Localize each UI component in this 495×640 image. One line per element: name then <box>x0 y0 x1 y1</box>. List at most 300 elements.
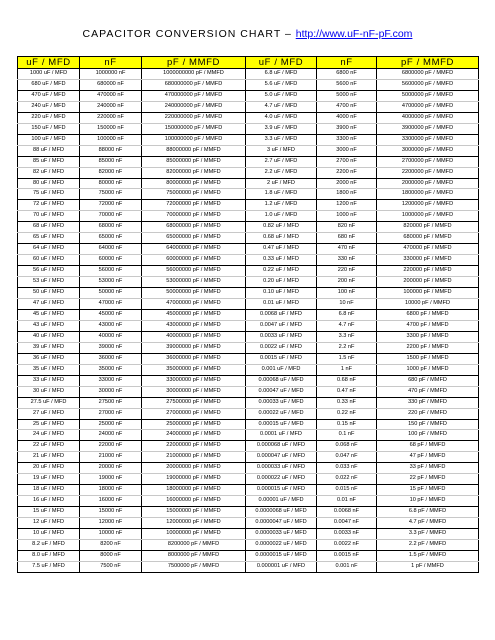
cell-nf: 43000 nF <box>80 320 142 331</box>
cell-uf: 25 uF / MFD <box>18 419 80 430</box>
cell-pf: 6.8 pF / MMFD <box>377 507 479 518</box>
cell-uf: 1000 uF / MFD <box>18 69 80 80</box>
table-row <box>18 134 479 145</box>
cell-pf: 1200000 pF / MMFD <box>377 200 479 211</box>
cell-uf: 4.7 uF / MFD <box>246 101 317 112</box>
cell-pf: 2.2 pF / MMFD <box>377 539 479 550</box>
table-row <box>18 529 479 540</box>
cell-nf: 1000000 nF <box>80 69 142 80</box>
cell-pf: 150 pF / MMFD <box>377 419 479 430</box>
cell-uf: 0.82 uF / MFD <box>246 222 317 233</box>
cell-uf: 0.0000015 uF / MFD <box>246 550 317 561</box>
column-header-nf: nF <box>80 57 142 69</box>
cell-nf: 16000 nF <box>80 496 142 507</box>
cell-pf: 3000000 pF / MMFD <box>377 145 479 156</box>
cell-uf: 0.001 uF / MFD <box>246 364 317 375</box>
cell-pf: 8200000 pF / MMFD <box>142 539 246 550</box>
cell-nf: 3300 nF <box>317 134 377 145</box>
cell-uf: 80 uF / MFD <box>18 178 80 189</box>
cell-pf: 33 pF / MMFD <box>377 463 479 474</box>
table-row <box>18 342 479 353</box>
cell-nf: 0.001 nF <box>317 561 377 572</box>
cell-uf: 72 uF / MFD <box>18 200 80 211</box>
cell-pf: 64000000 pF / MMFD <box>142 244 246 255</box>
cell-pf: 80000000 pF / MMFD <box>142 178 246 189</box>
cell-pf: 39000000 pF / MMFD <box>142 342 246 353</box>
cell-pf: 150000000 pF / MMFD <box>142 123 246 134</box>
table-row <box>18 288 479 299</box>
cell-nf: 68000 nF <box>80 222 142 233</box>
column-header-uf: uF / MFD <box>246 57 317 69</box>
table-row <box>18 430 479 441</box>
table-row <box>18 156 479 167</box>
cell-nf: 680000 nF <box>80 79 142 90</box>
cell-pf: 470 pF / MMFD <box>377 386 479 397</box>
cell-nf: 25000 nF <box>80 419 142 430</box>
cell-uf: 0.0000022 uF / MFD <box>246 539 317 550</box>
cell-pf: 240000000 pF / MMFD <box>142 101 246 112</box>
cell-pf: 4700000 pF / MMFD <box>377 101 479 112</box>
cell-uf: 0.0047 uF / MFD <box>246 320 317 331</box>
cell-nf: 40000 nF <box>80 331 142 342</box>
cell-pf: 1000000000 pF / MMFD <box>142 69 246 80</box>
cell-uf: 7.5 uF / MFD <box>18 561 80 572</box>
cell-uf: 0.000033 uF / MFD <box>246 463 317 474</box>
cell-nf: 1.5 nF <box>317 353 377 364</box>
cell-uf: 50 uF / MFD <box>18 288 80 299</box>
cell-uf: 4.0 uF / MFD <box>246 112 317 123</box>
cell-uf: 0.00068 uF / MFD <box>246 375 317 386</box>
cell-nf: 64000 nF <box>80 244 142 255</box>
cell-uf: 3 uF / MFD <box>246 145 317 156</box>
cell-uf: 0.00033 uF / MFD <box>246 397 317 408</box>
cell-pf: 3.3 pF / MMFD <box>377 529 479 540</box>
cell-uf: 1.8 uF / MFD <box>246 189 317 200</box>
table-row <box>18 550 479 561</box>
cell-uf: 150 uF / MFD <box>18 123 80 134</box>
cell-nf: 0.68 nF <box>317 375 377 386</box>
cell-uf: 3.9 uF / MFD <box>246 123 317 134</box>
cell-uf: 70 uF / MFD <box>18 211 80 222</box>
cell-pf: 470000 pF / MMFD <box>377 244 479 255</box>
table-row <box>18 167 479 178</box>
cell-nf: 6.8 nF <box>317 309 377 320</box>
cell-nf: 0.047 nF <box>317 452 377 463</box>
cell-nf: 470000 nF <box>80 90 142 101</box>
cell-nf: 12000 nF <box>80 518 142 529</box>
cell-nf: 3900 nF <box>317 123 377 134</box>
cell-pf: 56000000 pF / MMFD <box>142 266 246 277</box>
cell-uf: 2.2 uF / MFD <box>246 167 317 178</box>
cell-uf: 0.0000068 uF / MFD <box>246 507 317 518</box>
table-row <box>18 408 479 419</box>
cell-pf: 40000000 pF / MMFD <box>142 331 246 342</box>
cell-pf: 100000000 pF / MMFD <box>142 134 246 145</box>
cell-pf: 1800000 pF / MMFD <box>377 189 479 200</box>
cell-uf: 3.3 uF / MFD <box>246 134 317 145</box>
cell-nf: 1200 nF <box>317 200 377 211</box>
table-row <box>18 397 479 408</box>
cell-uf: 0.10 uF / MFD <box>246 288 317 299</box>
cell-pf: 4000000 pF / MMFD <box>377 112 479 123</box>
cell-nf: 0.0022 nF <box>317 539 377 550</box>
cell-uf: 22 uF / MFD <box>18 441 80 452</box>
cell-uf: 0.00001 uF / MFD <box>246 496 317 507</box>
cell-uf: 0.000022 uF / MFD <box>246 474 317 485</box>
cell-uf: 60 uF / MFD <box>18 255 80 266</box>
cell-uf: 20 uF / MFD <box>18 463 80 474</box>
cell-nf: 820 nF <box>317 222 377 233</box>
cell-pf: 10000 pF / MMFD <box>377 299 479 310</box>
cell-nf: 0.022 nF <box>317 474 377 485</box>
cell-pf: 33000000 pF / MMFD <box>142 375 246 386</box>
cell-uf: 0.0000033 uF / MFD <box>246 529 317 540</box>
cell-uf: 35 uF / MFD <box>18 364 80 375</box>
cell-nf: 4000 nF <box>317 112 377 123</box>
cell-uf: 16 uF / MFD <box>18 496 80 507</box>
cell-nf: 10 nF <box>317 299 377 310</box>
cell-uf: 2.7 uF / MFD <box>246 156 317 167</box>
table-row <box>18 474 479 485</box>
cell-uf: 12 uF / MFD <box>18 518 80 529</box>
cell-uf: 18 uF / MFD <box>18 485 80 496</box>
cell-pf: 65000000 pF / MMFD <box>142 233 246 244</box>
cell-nf: 0.33 nF <box>317 397 377 408</box>
cell-nf: 30000 nF <box>80 386 142 397</box>
cell-nf: 5600 nF <box>317 79 377 90</box>
cell-pf: 220000 pF / MMFD <box>377 266 479 277</box>
cell-pf: 3300000 pF / MMFD <box>377 134 479 145</box>
cell-pf: 16000000 pF / MMFD <box>142 496 246 507</box>
cell-pf: 2000000 pF / MMFD <box>377 178 479 189</box>
cell-pf: 75000000 pF / MMFD <box>142 189 246 200</box>
cell-pf: 330 pF / MMFD <box>377 397 479 408</box>
table-row <box>18 309 479 320</box>
cell-nf: 0.0068 nF <box>317 507 377 518</box>
table-row <box>18 320 479 331</box>
column-header-pf: pF / MMFD <box>142 57 246 69</box>
table-row <box>18 299 479 310</box>
cell-uf: 0.22 uF / MFD <box>246 266 317 277</box>
cell-pf: 220000000 pF / MMFD <box>142 112 246 123</box>
cell-nf: 680 nF <box>317 233 377 244</box>
cell-uf: 21 uF / MFD <box>18 452 80 463</box>
cell-pf: 22000000 pF / MMFD <box>142 441 246 452</box>
table-row <box>18 101 479 112</box>
cell-pf: 200000 pF / MMFD <box>377 277 479 288</box>
column-header-nf: nF <box>317 57 377 69</box>
table-row <box>18 463 479 474</box>
cell-uf: 68 uF / MFD <box>18 222 80 233</box>
table-row <box>18 452 479 463</box>
cell-nf: 10000 nF <box>80 529 142 540</box>
cell-pf: 88000000 pF / MMFD <box>142 145 246 156</box>
cell-pf: 10000000 pF / MMFD <box>142 529 246 540</box>
cell-pf: 8000000 pF / MMFD <box>142 550 246 561</box>
cell-pf: 1000000 pF / MMFD <box>377 211 479 222</box>
cell-pf: 43000000 pF / MMFD <box>142 320 246 331</box>
cell-nf: 39000 nF <box>80 342 142 353</box>
cell-pf: 68 pF / MMFD <box>377 441 479 452</box>
cell-pf: 1.5 pF / MMFD <box>377 550 479 561</box>
cell-pf: 3900000 pF / MMFD <box>377 123 479 134</box>
cell-uf: 15 uF / MFD <box>18 507 80 518</box>
table-row <box>18 539 479 550</box>
cell-pf: 60000000 pF / MMFD <box>142 255 246 266</box>
cell-pf: 85000000 pF / MMFD <box>142 156 246 167</box>
cell-nf: 330 nF <box>317 255 377 266</box>
cell-uf: 0.000047 uF / MFD <box>246 452 317 463</box>
cell-uf: 30 uF / MFD <box>18 386 80 397</box>
cell-uf: 2 uF / MFD <box>246 178 317 189</box>
cell-uf: 75 uF / MFD <box>18 189 80 200</box>
cell-nf: 0.015 nF <box>317 485 377 496</box>
cell-nf: 47000 nF <box>80 299 142 310</box>
cell-nf: 150000 nF <box>80 123 142 134</box>
cell-pf: 18000000 pF / MMFD <box>142 485 246 496</box>
cell-nf: 0.47 nF <box>317 386 377 397</box>
cell-pf: 53000000 pF / MMFD <box>142 277 246 288</box>
cell-nf: 18000 nF <box>80 485 142 496</box>
cell-uf: 680 uF / MFD <box>18 79 80 90</box>
cell-uf: 0.0068 uF / MFD <box>246 309 317 320</box>
cell-pf: 5000000 pF / MMFD <box>377 90 479 101</box>
table-row <box>18 233 479 244</box>
cell-nf: 8000 nF <box>80 550 142 561</box>
cell-pf: 70000000 pF / MMFD <box>142 211 246 222</box>
cell-nf: 80000 nF <box>80 178 142 189</box>
cell-pf: 27000000 pF / MMFD <box>142 408 246 419</box>
cell-nf: 72000 nF <box>80 200 142 211</box>
cell-nf: 3.3 nF <box>317 331 377 342</box>
cell-nf: 6800 nF <box>317 69 377 80</box>
website-link[interactable]: http://www.uF-nF-pF.com <box>295 28 413 40</box>
table-row <box>18 441 479 452</box>
cell-uf: 27 uF / MFD <box>18 408 80 419</box>
page-title <box>0 28 495 40</box>
table-row <box>18 79 479 90</box>
cell-uf: 0.00047 uF / MFD <box>246 386 317 397</box>
cell-pf: 1 pF / MMFD <box>377 561 479 572</box>
cell-pf: 25000000 pF / MMFD <box>142 419 246 430</box>
cell-uf: 47 uF / MFD <box>18 299 80 310</box>
table-row <box>18 145 479 156</box>
cell-nf: 15000 nF <box>80 507 142 518</box>
table-row <box>18 277 479 288</box>
cell-pf: 22 pF / MMFD <box>377 474 479 485</box>
cell-uf: 85 uF / MFD <box>18 156 80 167</box>
table-row <box>18 561 479 572</box>
cell-uf: 220 uF / MFD <box>18 112 80 123</box>
cell-uf: 1.2 uF / MFD <box>246 200 317 211</box>
cell-uf: 0.0015 uF / MFD <box>246 353 317 364</box>
cell-nf: 50000 nF <box>80 288 142 299</box>
cell-nf: 20000 nF <box>80 463 142 474</box>
cell-pf: 5600000 pF / MMFD <box>377 79 479 90</box>
cell-nf: 0.01 nF <box>317 496 377 507</box>
cell-nf: 7500 nF <box>80 561 142 572</box>
table-row <box>18 189 479 200</box>
cell-nf: 0.068 nF <box>317 441 377 452</box>
table-row <box>18 364 479 375</box>
cell-nf: 0.15 nF <box>317 419 377 430</box>
cell-uf: 0.000001 uF / MFD <box>246 561 317 572</box>
cell-pf: 100 pF / MMFD <box>377 430 479 441</box>
cell-pf: 12000000 pF / MMFD <box>142 518 246 529</box>
cell-pf: 680000000 pF / MMFD <box>142 79 246 90</box>
cell-pf: 47000000 pF / MMFD <box>142 299 246 310</box>
cell-uf: 470 uF / MFD <box>18 90 80 101</box>
cell-nf: 100000 nF <box>80 134 142 145</box>
cell-uf: 36 uF / MFD <box>18 353 80 364</box>
cell-uf: 5.6 uF / MFD <box>246 79 317 90</box>
cell-pf: 35000000 pF / MMFD <box>142 364 246 375</box>
cell-nf: 35000 nF <box>80 364 142 375</box>
cell-nf: 8200 nF <box>80 539 142 550</box>
cell-pf: 7500000 pF / MMFD <box>142 561 246 572</box>
table-row <box>18 507 479 518</box>
cell-pf: 100000 pF / MMFD <box>377 288 479 299</box>
table-row <box>18 112 479 123</box>
cell-uf: 0.0033 uF / MFD <box>246 331 317 342</box>
cell-uf: 0.0001 uF / MFD <box>246 430 317 441</box>
cell-uf: 0.000068 uF / MFD <box>246 441 317 452</box>
table-row <box>18 375 479 386</box>
table-row <box>18 255 479 266</box>
cell-nf: 220000 nF <box>80 112 142 123</box>
cell-nf: 65000 nF <box>80 233 142 244</box>
cell-uf: 0.68 uF / MFD <box>246 233 317 244</box>
cell-pf: 27500000 pF / MMFD <box>142 397 246 408</box>
table-row <box>18 211 479 222</box>
cell-uf: 65 uF / MFD <box>18 233 80 244</box>
cell-nf: 2000 nF <box>317 178 377 189</box>
cell-uf: 0.20 uF / MFD <box>246 277 317 288</box>
cell-nf: 0.0047 nF <box>317 518 377 529</box>
cell-pf: 4.7 pF / MMFD <box>377 518 479 529</box>
cell-nf: 2.2 nF <box>317 342 377 353</box>
table-row <box>18 244 479 255</box>
cell-uf: 5.0 uF / MFD <box>246 90 317 101</box>
cell-nf: 45000 nF <box>80 309 142 320</box>
cell-nf: 24000 nF <box>80 430 142 441</box>
cell-uf: 45 uF / MFD <box>18 309 80 320</box>
cell-pf: 2200000 pF / MMFD <box>377 167 479 178</box>
cell-uf: 43 uF / MFD <box>18 320 80 331</box>
cell-nf: 36000 nF <box>80 353 142 364</box>
cell-pf: 68000000 pF / MMFD <box>142 222 246 233</box>
cell-nf: 0.0033 nF <box>317 529 377 540</box>
cell-pf: 220 pF / MMFD <box>377 408 479 419</box>
cell-uf: 8.0 uF / MFD <box>18 550 80 561</box>
cell-pf: 1000 pF / MMFD <box>377 364 479 375</box>
cell-pf: 19000000 pF / MMFD <box>142 474 246 485</box>
cell-uf: 6.8 uF / MFD <box>246 69 317 80</box>
cell-uf: 64 uF / MFD <box>18 244 80 255</box>
cell-pf: 82000000 pF / MMFD <box>142 167 246 178</box>
cell-pf: 1500 pF / MMFD <box>377 353 479 364</box>
cell-pf: 50000000 pF / MMFD <box>142 288 246 299</box>
cell-pf: 20000000 pF / MMFD <box>142 463 246 474</box>
table-row <box>18 266 479 277</box>
cell-nf: 0.22 nF <box>317 408 377 419</box>
cell-nf: 470 nF <box>317 244 377 255</box>
column-header-uf: uF / MFD <box>18 57 80 69</box>
cell-pf: 24000000 pF / MMFD <box>142 430 246 441</box>
cell-uf: 88 uF / MFD <box>18 145 80 156</box>
table-row <box>18 331 479 342</box>
table-row <box>18 419 479 430</box>
cell-nf: 33000 nF <box>80 375 142 386</box>
cell-nf: 4700 nF <box>317 101 377 112</box>
cell-uf: 240 uF / MFD <box>18 101 80 112</box>
cell-nf: 0.0015 nF <box>317 550 377 561</box>
cell-uf: 19 uF / MFD <box>18 474 80 485</box>
title-text: CAPACITOR CONVERSION CHART – <box>82 28 292 40</box>
cell-uf: 10 uF / MFD <box>18 529 80 540</box>
cell-nf: 27000 nF <box>80 408 142 419</box>
cell-pf: 15 pF / MMFD <box>377 485 479 496</box>
cell-uf: 1.0 uF / MFD <box>246 211 317 222</box>
cell-nf: 22000 nF <box>80 441 142 452</box>
table-row <box>18 200 479 211</box>
cell-uf: 0.01 uF / MFD <box>246 299 317 310</box>
cell-uf: 40 uF / MFD <box>18 331 80 342</box>
cell-nf: 220 nF <box>317 266 377 277</box>
table-row <box>18 386 479 397</box>
cell-nf: 82000 nF <box>80 167 142 178</box>
cell-pf: 6800000 pF / MMFD <box>377 69 479 80</box>
cell-uf: 100 uF / MFD <box>18 134 80 145</box>
cell-nf: 1 nF <box>317 364 377 375</box>
cell-nf: 88000 nF <box>80 145 142 156</box>
cell-pf: 47 pF / MMFD <box>377 452 479 463</box>
cell-uf: 0.00022 uF / MFD <box>246 408 317 419</box>
cell-nf: 27500 nF <box>80 397 142 408</box>
cell-uf: 0.00015 uF / MFD <box>246 419 317 430</box>
cell-nf: 19000 nF <box>80 474 142 485</box>
cell-pf: 2200 pF / MMFD <box>377 342 479 353</box>
cell-pf: 2700000 pF / MMFD <box>377 156 479 167</box>
column-header-pf: pF / MMFD <box>377 57 479 69</box>
cell-pf: 3300 pF / MMFD <box>377 331 479 342</box>
cell-uf: 82 uF / MFD <box>18 167 80 178</box>
cell-pf: 10 pF / MMFD <box>377 496 479 507</box>
cell-nf: 53000 nF <box>80 277 142 288</box>
cell-uf: 56 uF / MFD <box>18 266 80 277</box>
cell-nf: 2700 nF <box>317 156 377 167</box>
cell-pf: 21000000 pF / MMFD <box>142 452 246 463</box>
cell-nf: 85000 nF <box>80 156 142 167</box>
cell-pf: 330000 pF / MMFD <box>377 255 479 266</box>
cell-nf: 2200 nF <box>317 167 377 178</box>
cell-uf: 33 uF / MFD <box>18 375 80 386</box>
cell-nf: 70000 nF <box>80 211 142 222</box>
cell-uf: 0.0022 uF / MFD <box>246 342 317 353</box>
cell-pf: 820000 pF / MMFD <box>377 222 479 233</box>
cell-uf: 8.2 uF / MFD <box>18 539 80 550</box>
cell-nf: 100 nF <box>317 288 377 299</box>
cell-pf: 680000 pF / MMFD <box>377 233 479 244</box>
cell-pf: 680 pF / MMFD <box>377 375 479 386</box>
cell-uf: 53 uF / MFD <box>18 277 80 288</box>
table-row <box>18 353 479 364</box>
cell-nf: 0.033 nF <box>317 463 377 474</box>
table-row <box>18 123 479 134</box>
table-row <box>18 222 479 233</box>
cell-pf: 45000000 pF / MMFD <box>142 309 246 320</box>
cell-uf: 24 uF / MFD <box>18 430 80 441</box>
